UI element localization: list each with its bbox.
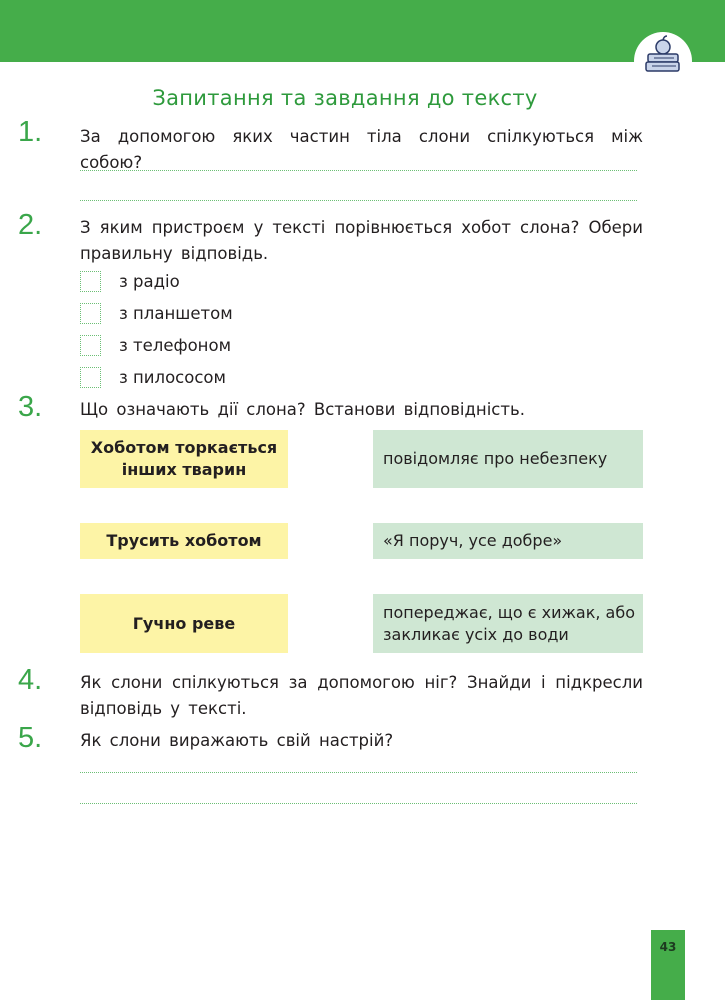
question-number: 4. <box>18 664 43 696</box>
checkbox[interactable] <box>80 367 101 388</box>
meaning-card[interactable]: «Я поруч, усе добре» <box>373 523 643 559</box>
question-text: З яким пристроєм у тексті порівнюється хобот слона? Обери правильну відповідь. <box>80 218 643 263</box>
question-text: Як слони спілкуються за допомогою ніг? Знайди і підкресли відповідь у тексті. <box>80 673 643 718</box>
question-text: Як слони виражають свій настрій? <box>80 731 394 750</box>
page-number: 43 <box>651 930 685 1000</box>
meaning-card[interactable]: попереджає, що є хижак, або закликає усіх до води <box>373 594 643 653</box>
option[interactable] <box>80 366 226 388</box>
meaning-card[interactable]: повідомляє про небезпеку <box>373 430 643 488</box>
checkbox[interactable] <box>80 335 101 356</box>
option[interactable] <box>80 302 233 324</box>
section-badge <box>634 32 692 90</box>
option-label: з телефоном <box>119 335 232 355</box>
header-bar <box>0 0 725 62</box>
checkbox[interactable] <box>80 303 101 324</box>
option-label: з пилососом <box>119 367 226 387</box>
page-title: Запитання та завдання до тексту <box>152 86 538 110</box>
question-text: За допомогою яких частин тіла слони спілкуються між собою? <box>80 127 643 172</box>
action-card[interactable]: Трусить хоботом <box>80 523 288 559</box>
answer-line[interactable] <box>80 803 637 804</box>
checkbox[interactable] <box>80 271 101 292</box>
question-number: 5. <box>18 722 43 754</box>
question-number: 3. <box>18 391 43 423</box>
answer-line[interactable] <box>80 170 637 171</box>
question-number: 2. <box>18 209 43 241</box>
question-text: Що означають дії слона? Встанови відповідність. <box>80 400 525 419</box>
option[interactable] <box>80 270 180 292</box>
question-number: 1. <box>18 116 43 148</box>
option[interactable] <box>80 334 231 356</box>
option-label: з планшетом <box>119 303 233 323</box>
option-label: з радіо <box>119 271 180 291</box>
answer-line[interactable] <box>80 200 637 201</box>
books-apple-icon <box>644 32 682 76</box>
action-card[interactable]: Гучно реве <box>80 594 288 653</box>
answer-line[interactable] <box>80 772 637 773</box>
action-card[interactable]: Хоботом торкається інших тварин <box>80 430 288 488</box>
